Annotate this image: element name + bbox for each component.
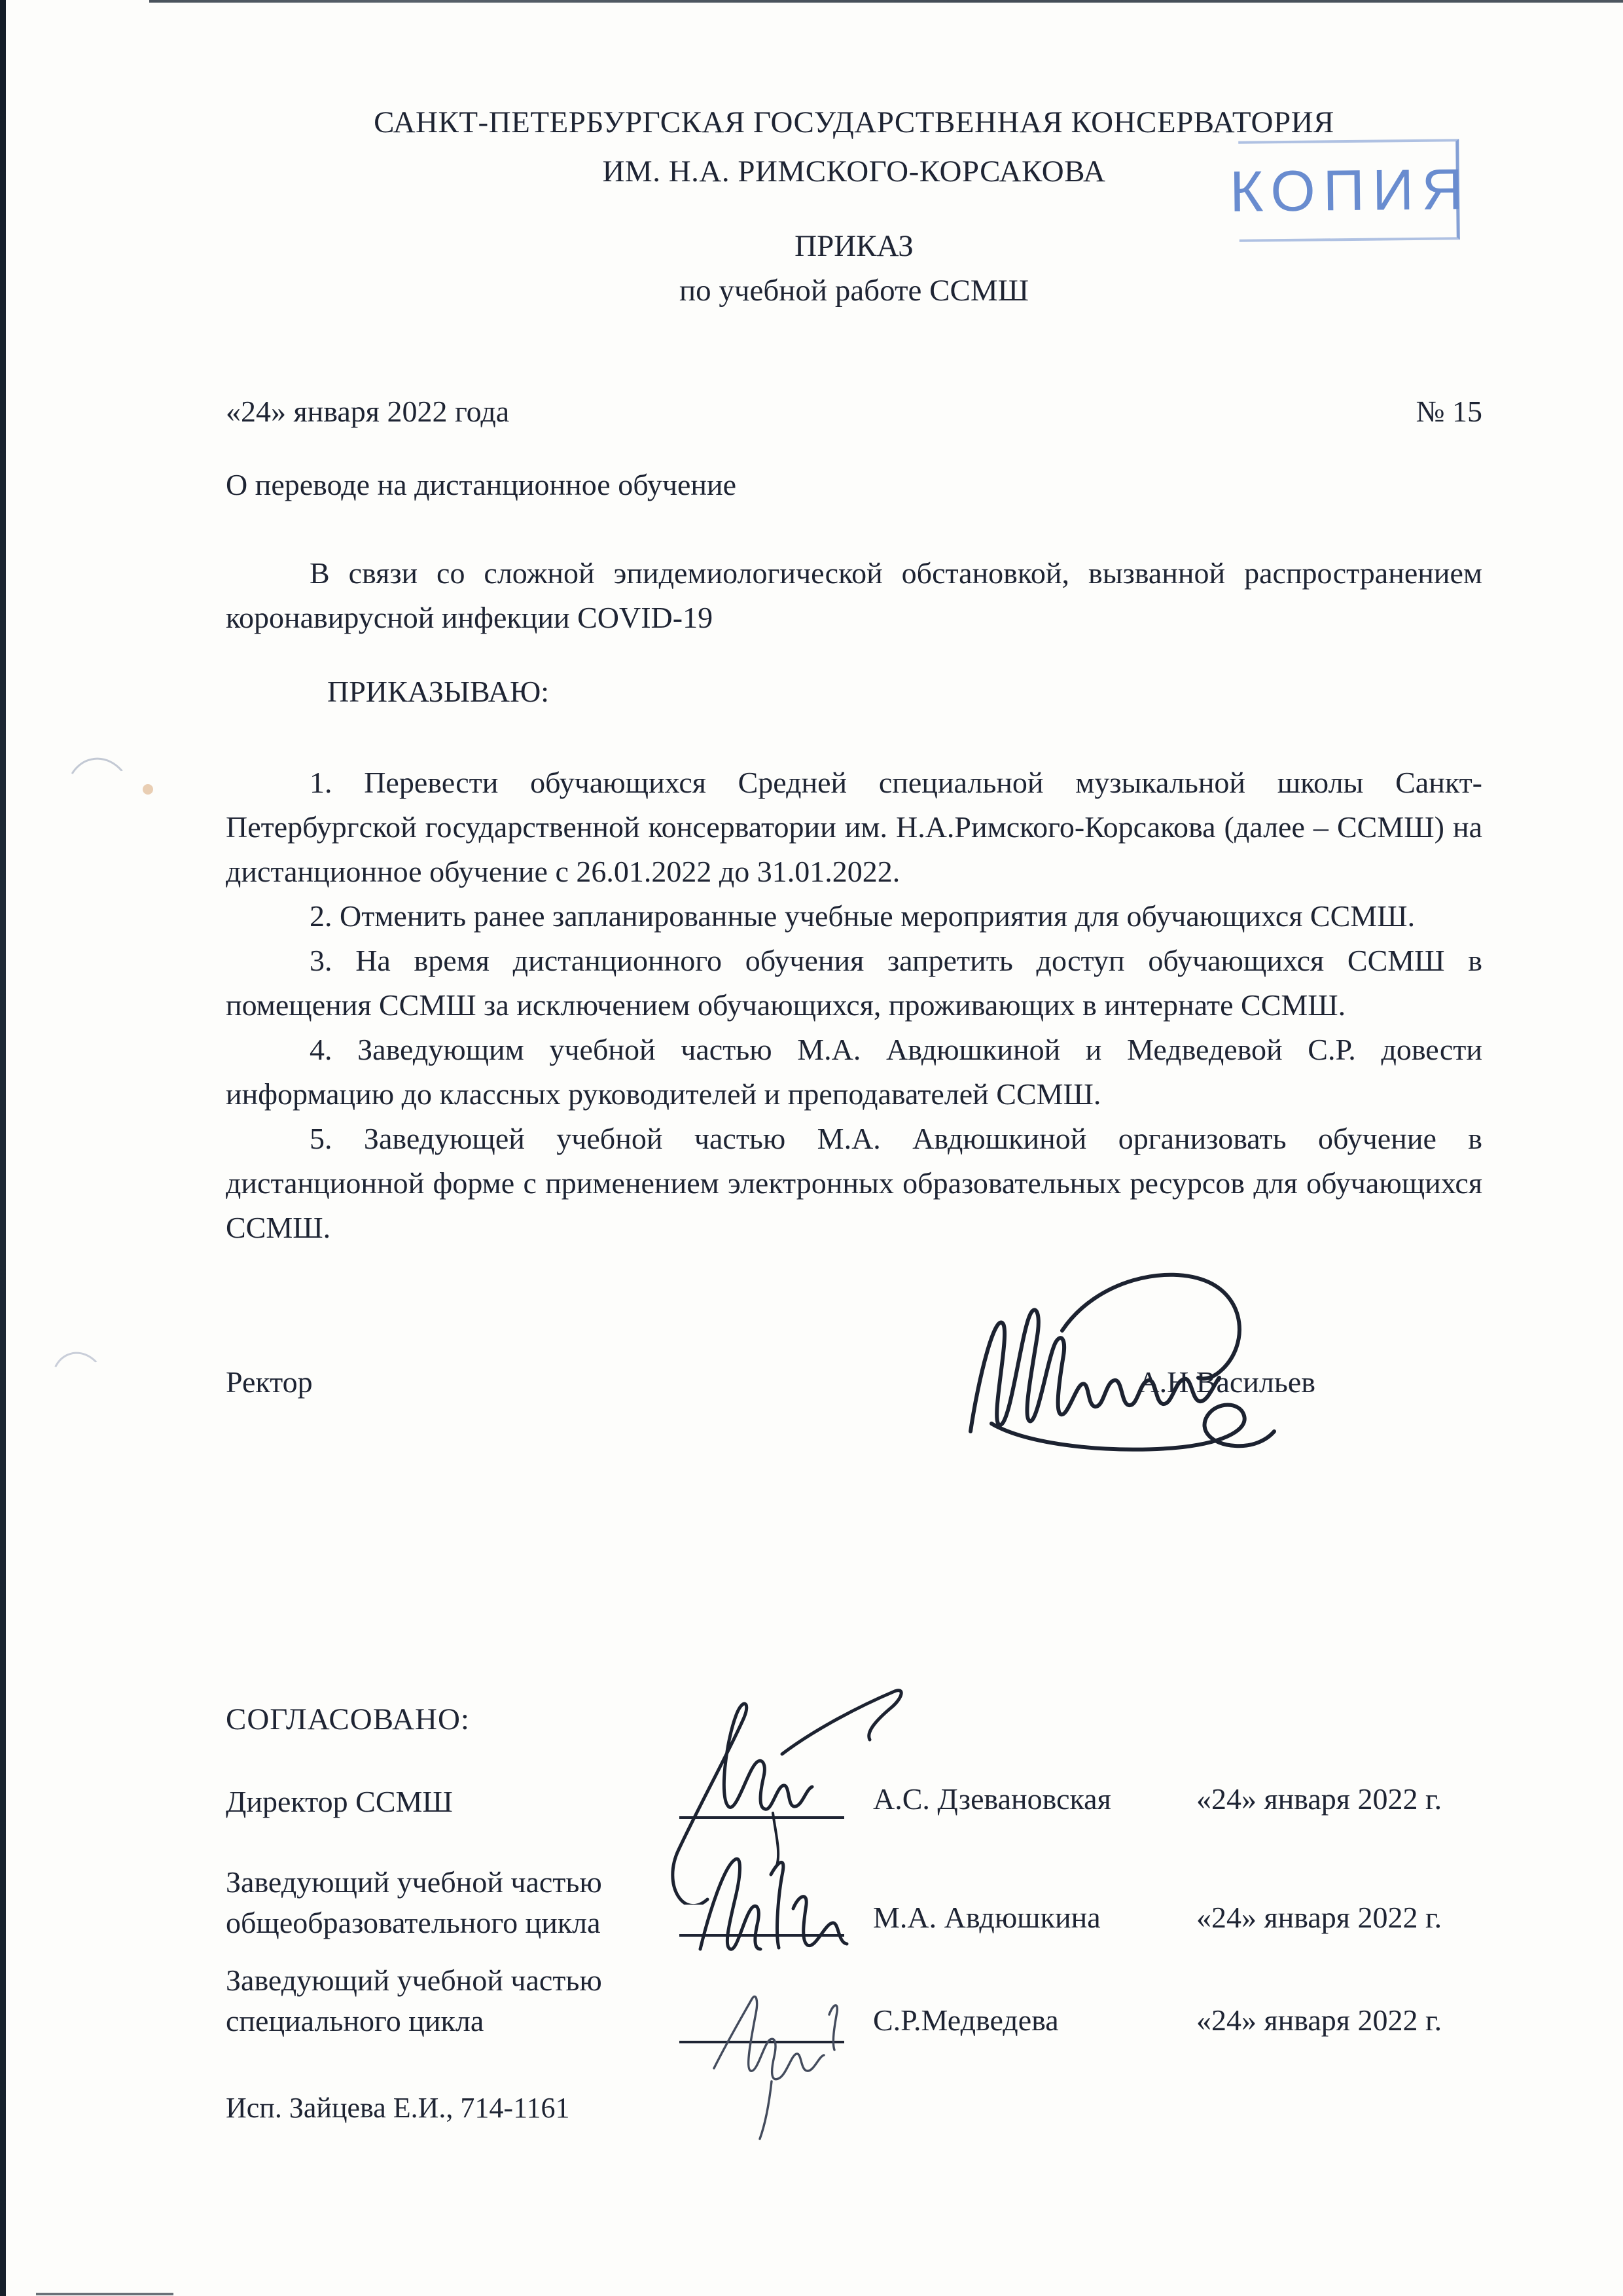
rector-row: [226, 1365, 1482, 1409]
approval-role-director: Директор ССМШ: [226, 1785, 453, 1818]
approval-date-medvedeva: «24» января 2022 г.: [1196, 2003, 1442, 2037]
approval-role-general-line2: общеобразовательного цикла: [226, 1906, 601, 1939]
doc-date: «24» января 2022 года: [226, 395, 510, 428]
order-item-1: 1. Перевести обучающихся Средней специальной музыкальной школы Санкт-Петербургской государственной консерватории им. Н.А.Римского-Корсакова (далее – ССМШ) на дистанционное обучение с 26.01.2022 до 31.01.2022.: [226, 766, 1482, 888]
org-name-line1: САНКТ-ПЕТЕРБУРГСКАЯ ГОСУДАРСТВЕННАЯ КОНСЕРВАТОРИЯ: [374, 105, 1334, 139]
approval-role-general-line1: Заведующий учебной частью: [226, 1865, 602, 1899]
doc-subject: О переводе на дистанционное обучение: [226, 468, 737, 501]
doc-number: № 15: [1416, 395, 1482, 428]
copy-stamp-label: КОПИЯ: [1229, 156, 1472, 224]
pencil-mark: [44, 1345, 106, 1391]
approval-date-avdyushkina: «24» января 2022 г.: [1196, 1901, 1442, 1934]
approval-name-director: А.С. Дзевановская: [873, 1782, 1111, 1816]
doc-title-block: [226, 224, 1482, 313]
resolution-word: ПРИКАЗЫВАЮ:: [327, 675, 550, 708]
scan-edge-top: [149, 0, 1623, 3]
rector-title: Ректор: [226, 1365, 313, 1399]
approval-role-special: [226, 1960, 602, 2041]
pencil-mark: [59, 751, 132, 802]
order-item-5: 5. Заведующей учебной частью М.А. Авдюшкиной организовать обучение в дистанционной форме с применением электронных образовательных ресурсов для обучающихся ССМШ.: [226, 1122, 1482, 1244]
doc-title: ПРИКАЗ: [794, 229, 914, 263]
doc-subtitle: по учебной работе ССМШ: [679, 274, 1029, 308]
approval-name-medvedeva: С.Р.Медведева: [873, 2003, 1059, 2037]
approval-name-avdyushkina: М.А. Авдюшкина: [873, 1901, 1101, 1934]
dirt-speck: [143, 784, 153, 795]
scan-edge-left: [0, 0, 6, 2296]
approval-role-special-line2: специального цикла: [226, 2004, 484, 2037]
approval-role-general: [226, 1862, 602, 1943]
order-items: [226, 761, 1482, 1250]
org-name-line2: ИМ. Н.А. РИМСКОГО-КОРСАКОВА: [602, 154, 1106, 188]
scan-edge-bottom: [36, 2293, 173, 2295]
date-number-row: [226, 394, 1482, 429]
executor-note: Исп. Зайцева Е.И., 714-1161: [226, 2092, 570, 2124]
rector-signature: [952, 1260, 1293, 1463]
agreed-heading: СОГЛАСОВАНО:: [226, 1702, 470, 1736]
order-item-2: 2. Отменить ранее запланированные учебные мероприятия для обучающихся ССМШ.: [310, 899, 1416, 933]
intro-paragraph: В связи со сложной эпидемиологической обстановкой, вызванной распространением коронавирусной инфекции COVID-19: [226, 556, 1482, 634]
order-item-4: 4. Заведующим учебной частью М.А. Авдюшкиной и Медведевой С.Р. довести информацию до классных руководителей и преподавателей ССМШ.: [226, 1033, 1482, 1111]
rector-name: А.Н.Васильев: [1137, 1365, 1315, 1399]
order-item-3: 3. На время дистанционного обучения запретить доступ обучающихся ССМШ в помещения ССМШ за исключением обучающихся, проживающих в интернате ССМШ.: [226, 944, 1482, 1022]
avdyushkina-signature: [681, 1846, 864, 1970]
approval-role-special-line1: Заведующий учебной частью: [226, 1964, 602, 1997]
approval-date-director: «24» января 2022 г.: [1196, 1782, 1442, 1816]
